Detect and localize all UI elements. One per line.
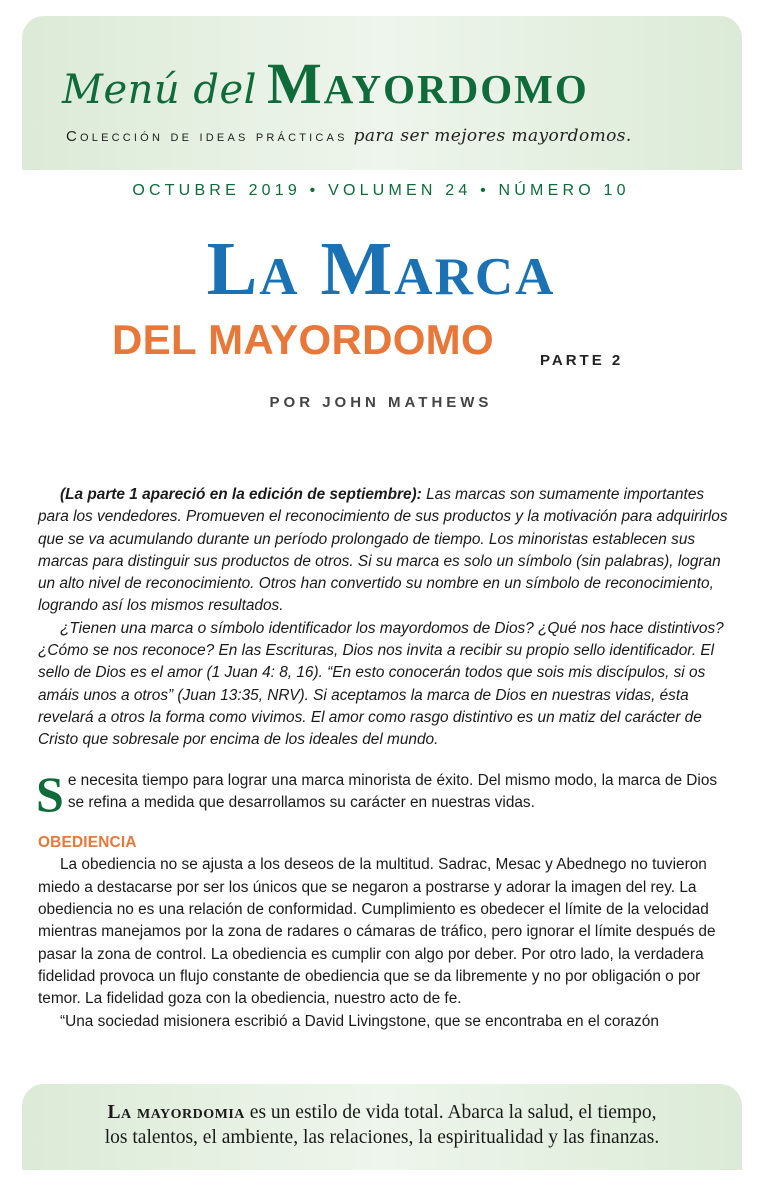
part-label: PARTE 2 — [540, 352, 624, 369]
footer-line-2: los talentos, el ambiente, las relaciones, la espiritualidad y las finanzas. — [104, 1127, 660, 1148]
tagline-caps: Colección de ideas prácticas — [66, 128, 348, 145]
masthead — [22, 16, 742, 170]
paragraph-3-text: e necesita tiempo para lograr una marca minorista de éxito. Del mismo modo, la marca de Dios se refina a medida que desarrollamos su carácter en nuestras vidas. — [67, 771, 718, 811]
brand-caps: Mayordomo — [266, 51, 589, 116]
issue-line: OCTUBRE 2019 • VOLUMEN 24 • NÚMERO 10 — [132, 182, 630, 199]
tagline-italic: para ser mejores mayordomos. — [353, 126, 632, 146]
intro-text: Las marcas son sumamente importantes para los vendedores. Promueven el reconocimiento de sus productos y la motivación para adquirirlos que se va acumulando durante un período prolongado de tiempo. Los minoristas establecen sus marcas para distinguir sus productos de otros. Si su marca es solo un símbolo (sin palabras), logran un alto nivel de reconocimiento. Otros han convertido su nombre en un símbolo de reconocimiento, logrando así los mismos resultados. — [38, 486, 728, 615]
section-heading: OBEDIENCIA — [38, 834, 137, 852]
title-main: La Marca — [206, 227, 556, 311]
paragraph-5: “Una sociedad misionera escribió a David Livingstone, que se encontraba en el corazón — [60, 1012, 659, 1030]
paragraph-2: ¿Tienen una marca o símbolo identificador los mayordomos de Dios? ¿Qué nos hace distintivos? ¿Cómo se nos reconoce? En las Escrituras, Dios nos invita a recibir su propio sello identificador. El sello de Dios es el amor (1 Juan 4: 8, 16). “En esto conocerán todos que sois mis discípulos, si os amáis unos a otros” (Juan 13:35, NRV). Si aceptamos la marca de Dios en nuestras vidas, ésta revelará a otros la forma como vivimos. El amor como rasgo distintivo es un matiz del carácter de Cristo que sobresale por encima de los ideales del mundo. — [38, 619, 724, 749]
brand-logo — [62, 50, 589, 117]
footer-line-1 — [22, 1100, 742, 1125]
paragraph-3 — [36, 765, 728, 822]
footer-band — [22, 1084, 742, 1170]
brand-script: Menú del — [62, 67, 257, 113]
author-byline: POR JOHN MATHEWS — [269, 394, 493, 411]
title-sub: DEL MAYORDOMO — [112, 316, 494, 363]
footer-text: es un estilo de vida total. Abarca la salud, el tiempo, — [244, 1102, 657, 1123]
paragraph-4: La obediencia no se ajusta a los deseos de la multitud. Sadrac, Mesac y Abednego no tuvieron miedo a destacarse por ser los únicos que se negaron a postrarse y adorar la imagen del rey. La obediencia no es una relación de conformidad. Cumplimiento es obedecer el límite de la velocidad mientras manejamos por la zona de radares o cámaras de tráfico, pero ignorar el límite después de pasar la zona de control. La obediencia es cumplir con algo por deber. Por otro lado, la verdadera fidelidad provoca un flujo constante de obediencia que se da libremente y no por obligación o por temor. La fidelidad goza con la obediencia, nuestro acto de fe. — [38, 856, 716, 1008]
drop-cap: S — [36, 765, 64, 822]
paragraph-intro — [38, 484, 728, 618]
tagline — [66, 126, 632, 146]
article-body — [38, 484, 728, 1033]
footer-lead: La mayordomia — [107, 1102, 245, 1123]
intro-lead: (La parte 1 apareció en la edición de septiembre): — [60, 486, 422, 503]
